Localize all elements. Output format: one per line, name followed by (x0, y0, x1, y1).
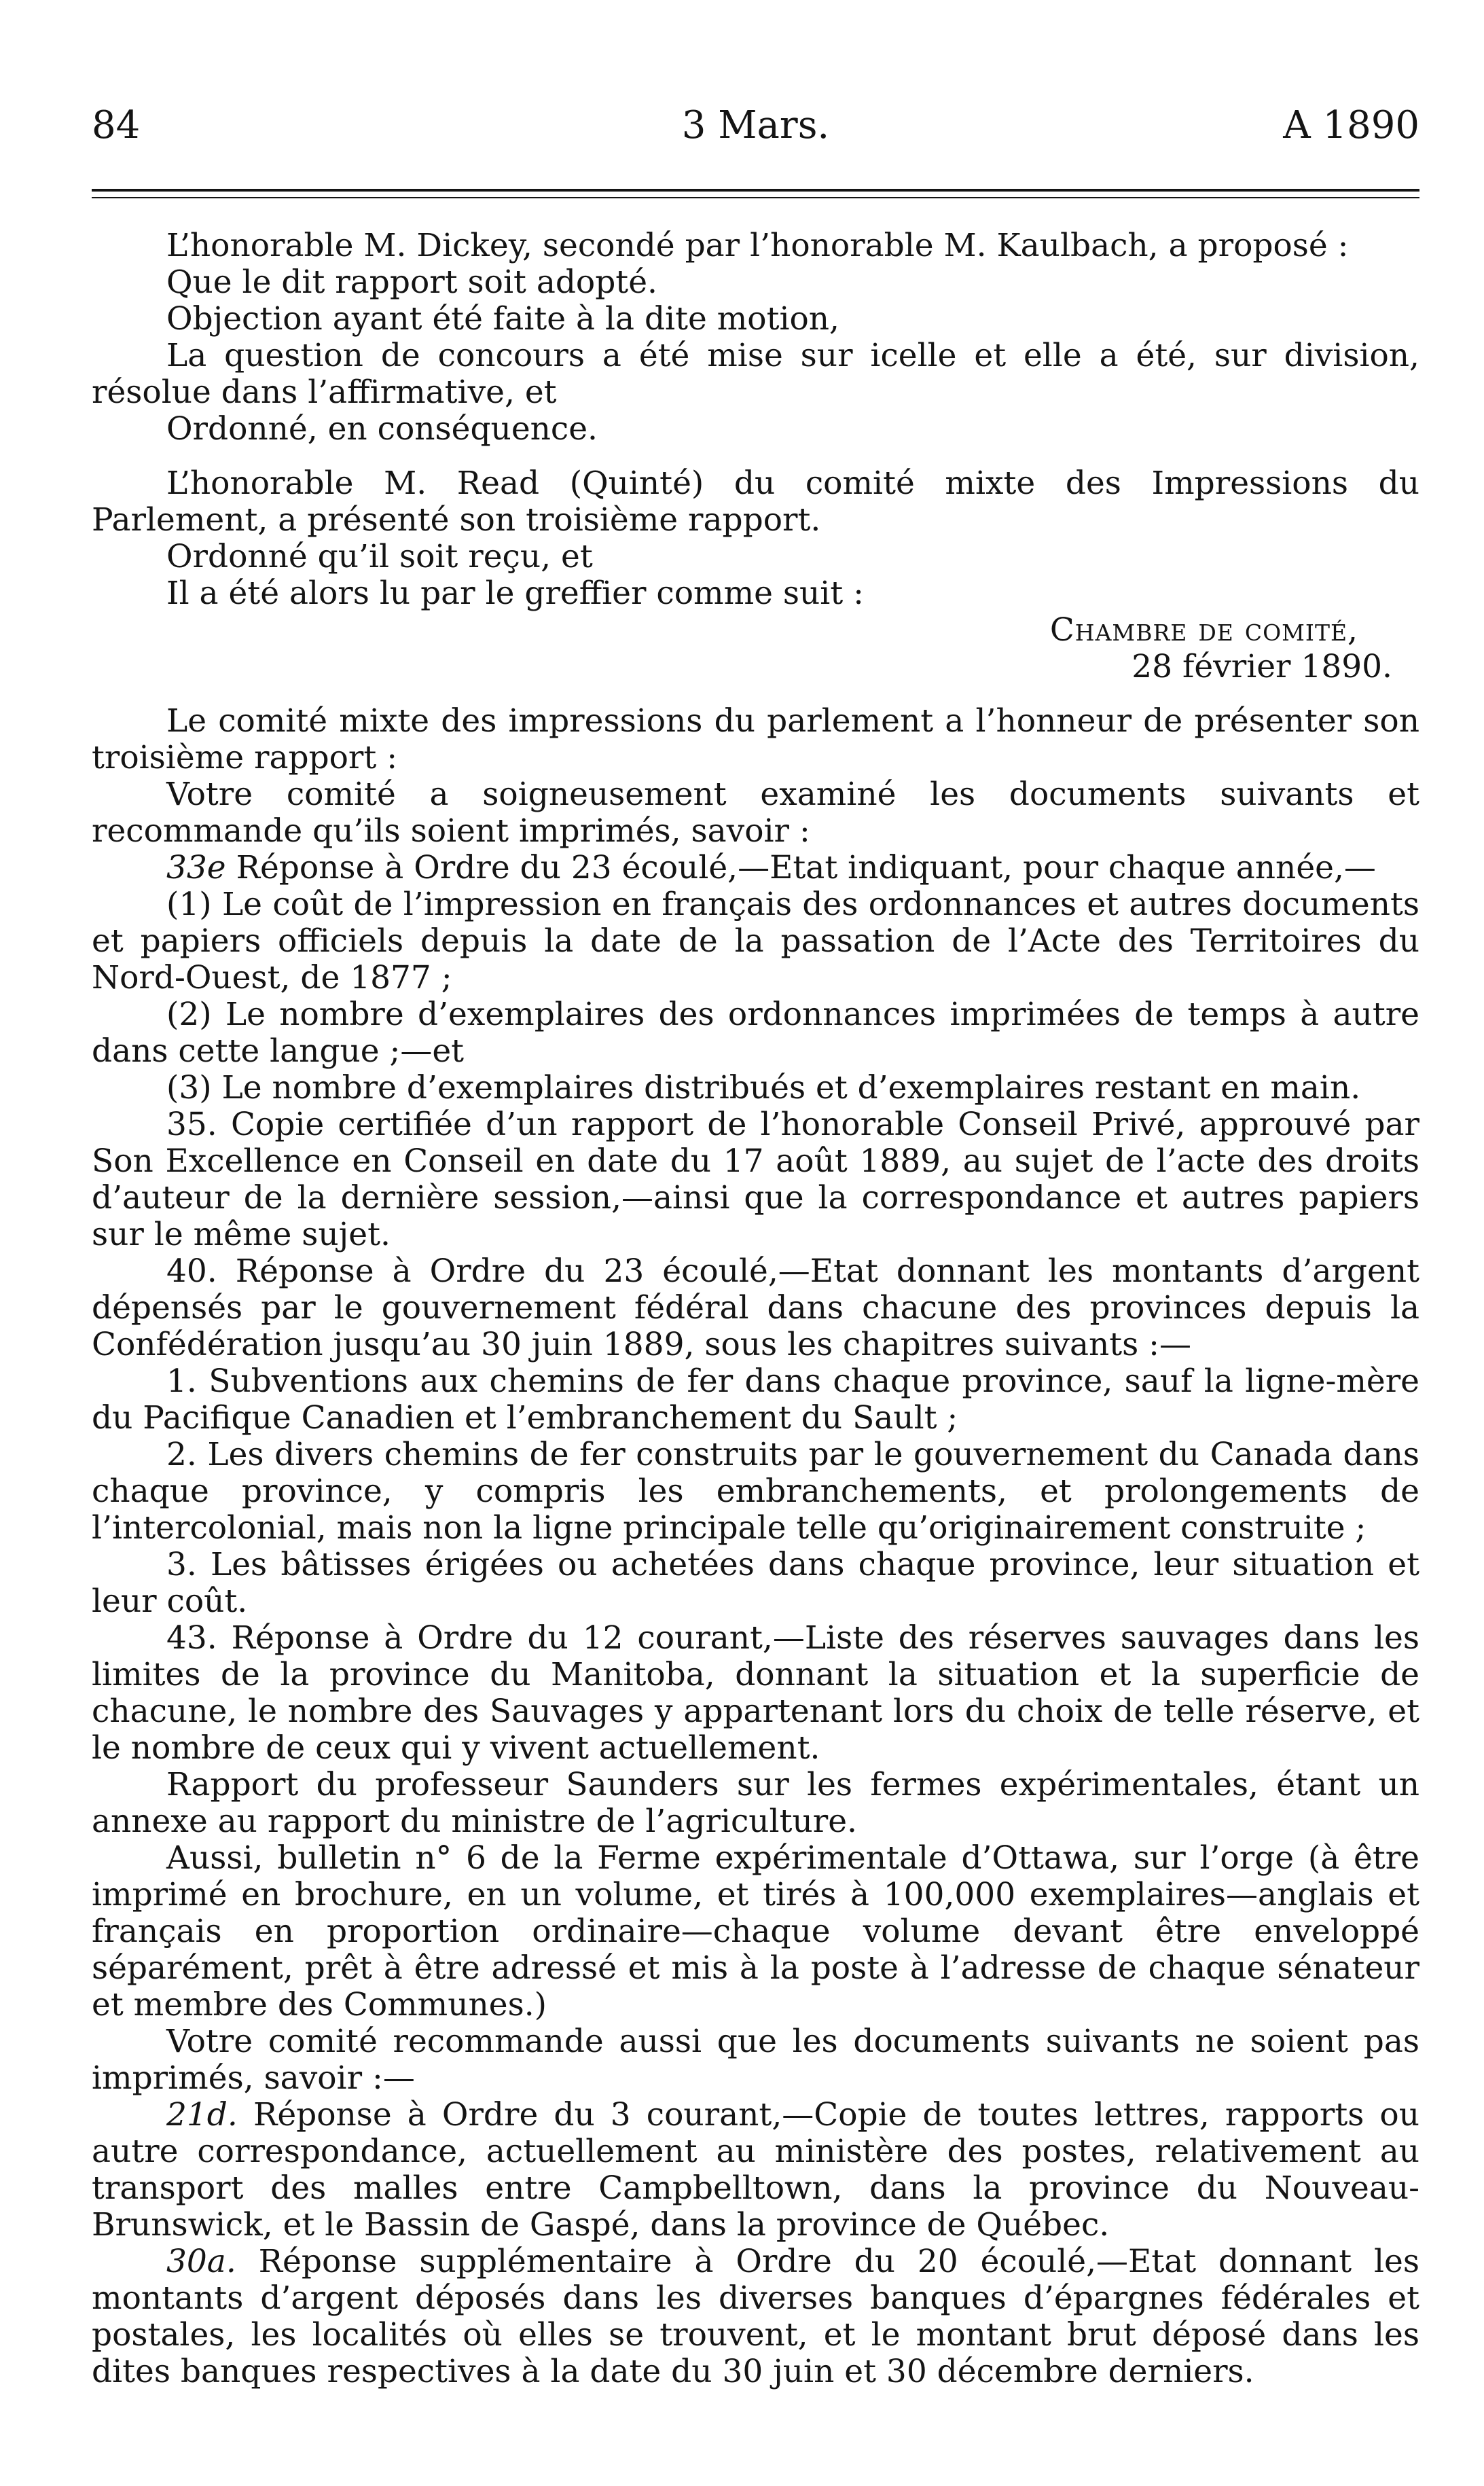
paragraph: 40. Réponse à Ordre du 23 écoulé,—Etat donnant les montants d’argent dépensés par le gouvernement fédéral dans chacune des provinces depuis la Confédération jusqu’au 30 juin 1889, sous les chapitres suivants :— (92, 1253, 1419, 1363)
paragraph: (2) Le nombre d’exemplaires des ordonnances imprimées de temps à autre dans cette langue ;—et (92, 996, 1419, 1070)
paragraph: 35. Copie certifiée d’un rapport de l’honorable Conseil Privé, approuvé par Son Excellence en Conseil en date du 17 août 1889, au sujet de l’acte des droits d’auteur de la dernière session,—ainsi que la correspondance et autres papiers sur le même sujet. (92, 1106, 1419, 1253)
document-number: 30a. (166, 2243, 236, 2280)
paragraph: L’honorable M. Read (Quinté) du comité mixte des Impressions du Parlement, a présenté son troisième rapport. (92, 465, 1419, 539)
paragraph: Objection ayant été faite à la dite motion, (166, 300, 839, 338)
signature-date: 28 février 1890. (1132, 648, 1392, 685)
paragraph: Ordonné qu’il soit reçu, et (166, 538, 593, 575)
header-rule-thin (92, 197, 1419, 198)
paragraph: Que le dit rapport soit adopté. (166, 264, 657, 301)
document-number: 33e (166, 849, 226, 886)
signature-place-text: Chambre de comité, (1049, 611, 1358, 649)
paragraph: 43. Réponse à Ordre du 12 courant,—Liste des réserves sauvages dans les limites de la province du Manitoba, donnant la situation et la superficie de chacune, le nombre des Sauvages y appartenant lors du choix de telle réserve, et le nombre de ceux qui y vivent actuellement. (92, 1619, 1419, 1767)
paragraph (92, 850, 1419, 886)
signature-place (92, 612, 1419, 649)
paragraph-text: Réponse supplémentaire à Ordre du 20 écoulé,—Etat donnant les montants d’argent déposés dans les diverses banques d’épargnes fédérales et postales, les localités où elles se trouvent, et le montant brut déposé dans les dites banques respectives à la date du 30 juin et 30 décembre derniers. (92, 2243, 1419, 2390)
paragraph: 2. Les divers chemins de fer construits par le gouvernement du Canada dans chaque province, y compris les embranchements, et prolongements de l’intercolonial, mais non la ligne principale telle qu’originairement construite ; (92, 1436, 1419, 1547)
paragraph: 3. Les bâtisses érigées ou achetées dans chaque province, leur situation et leur coût. (92, 1546, 1419, 1620)
paragraph: Votre comité recommande aussi que les documents suivants ne soient pas imprimés, savoir :— (92, 2023, 1419, 2097)
page-number: 84 (92, 103, 141, 147)
document-body (92, 228, 1419, 2390)
paragraph-text: Réponse à Ordre du 3 courant,—Copie de toutes lettres, rapports ou autre correspondance, actuellement au ministère des postes, relativement au transport des malles entre Campbelltown, dans la province du Nouveau-Brunswick, et le Bassin de Gaspé, dans la province de Québec. (92, 2096, 1419, 2244)
paragraph (92, 2097, 1419, 2244)
paragraph: Le comité mixte des impressions du parlement a l’honneur de présenter son troisième rapport : (92, 702, 1419, 776)
paragraph: Aussi, bulletin n° 6 de la Ferme expérimentale d’Ottawa, sur l’orge (à être imprimé en brochure, en un volume, et tirés à 100,000 exemplaires—anglais et français en proportion ordinaire—chaque volume devant être enveloppé séparément, prêt à être adressé et mis à la poste à l’adresse de chaque sénateur et membre des Communes.) (92, 1839, 1419, 2023)
paragraph-text: Réponse à Ordre du 23 écoulé,—Etat indiquant, pour chaque année,— (236, 849, 1376, 886)
paragraph: L’honorable M. Dickey, secondé par l’honorable M. Kaulbach, a proposé : (166, 227, 1349, 264)
header-year: A 1890 (1283, 103, 1419, 147)
page-header (92, 95, 1419, 156)
header-rule-thick (92, 189, 1419, 192)
paragraph: Rapport du professeur Saunders sur les fermes expérimentales, étant un annexe au rapport du ministre de l’agriculture. (92, 1766, 1419, 1840)
paragraph: (1) Le coût de l’impression en français des ordonnances et autres documents et papiers officiels depuis la date de la passation de l’Acte des Territoires du Nord-Ouest, de 1877 ; (92, 886, 1419, 996)
paragraph: Votre comité a soigneusement examiné les documents suivants et recommande qu’ils soient imprimés, savoir : (92, 776, 1419, 850)
header-date: 3 Mars. (681, 103, 830, 147)
paragraph: La question de concours a été mise sur icelle et elle a été, sur division, résolue dans l’affirmative, et (92, 337, 1419, 411)
paragraph: Il a été alors lu par le greffier comme suit : (166, 575, 864, 612)
paragraph (92, 2244, 1419, 2390)
document-number: 21d. (166, 2096, 238, 2133)
paragraph: Ordonné, en conséquence. (166, 410, 598, 448)
paragraph: 1. Subventions aux chemins de fer dans chaque province, sauf la ligne-mère du Pacifique Canadien et l’embranchement du Sault ; (92, 1363, 1419, 1437)
paragraph: (3) Le nombre d’exemplaires distribués et d’exemplaires restant en main. (166, 1069, 1361, 1106)
